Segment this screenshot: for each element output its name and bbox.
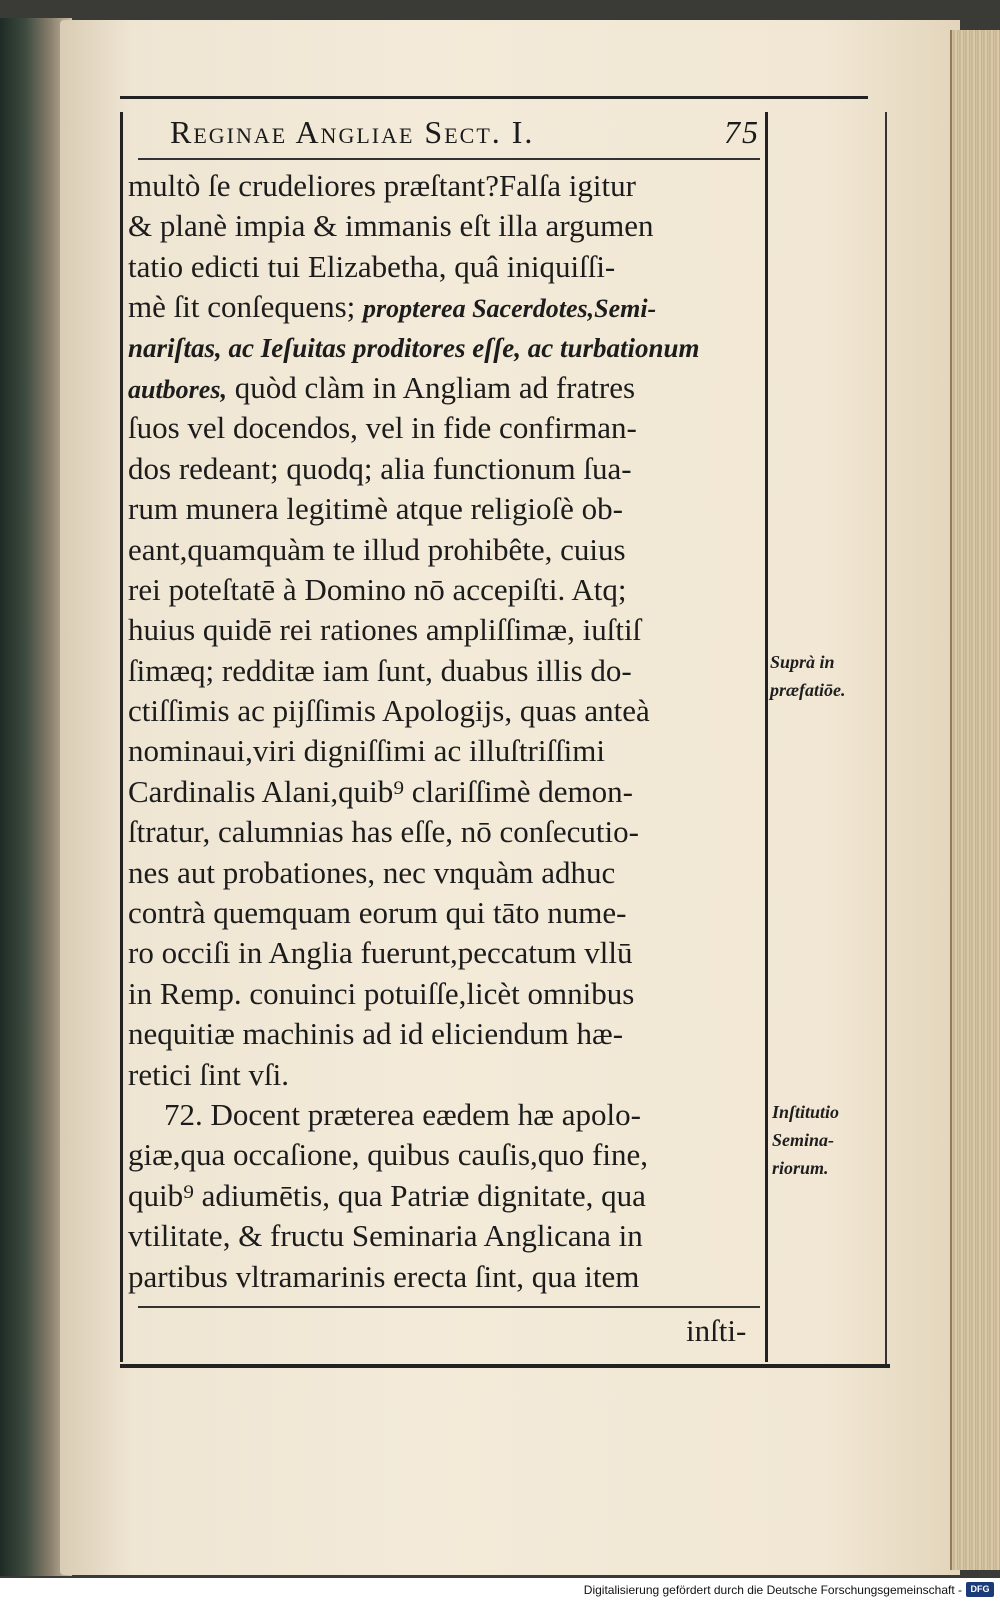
text-line: 72. Docent præterea eædem hæ apolo- — [164, 1096, 641, 1132]
dfg-logo-icon: DFG — [966, 1582, 994, 1597]
text-line: ſuos vel docendos, vel in fide confirman- — [128, 410, 637, 446]
frame-rule-outer-right — [885, 112, 887, 1367]
text-line: in Remp. conuinci potuiſſe,licèt omnibus — [128, 975, 635, 1011]
text-line: contrà quemquam eorum qui tāto nume- — [128, 895, 627, 931]
text-segment: quòd clàm in Angliam ad fratres — [234, 369, 636, 405]
italic-segment: autbores, — [128, 374, 227, 404]
text-line: nominaui,viri digniſſimi ac illuſtriſſimi — [128, 733, 606, 769]
page-fore-edge — [950, 30, 1000, 1570]
margin-note-line: Semina- — [772, 1130, 835, 1150]
catchword: inſti- — [686, 1313, 747, 1348]
text-line: rei poteſtatē à Domino nō accepiſti. Atq; — [128, 571, 627, 607]
text-line: partibus vltramarinis erecta ſint, qua item — [128, 1258, 640, 1294]
text-line: & planè impia & immanis eſt illa argumen — [128, 208, 654, 244]
text-line: huius quidē rei rationes ampliſſimæ, iuſtiſ — [128, 612, 642, 648]
margin-note-line: Suprà in — [770, 652, 835, 672]
funding-credit: Digitalisierung gefördert durch die Deutsche Forschungsgemeinschaft - — [583, 1583, 962, 1597]
header-rule — [138, 158, 760, 160]
italic-segment: propterea Sacerdotes,Semi- — [363, 294, 657, 324]
text-line — [128, 287, 762, 327]
frame-rule-right — [765, 112, 768, 1362]
text-line: nequitiæ machinis ad id eliciendum hæ- — [128, 1016, 624, 1052]
margin-note-line: riorum. — [772, 1158, 829, 1178]
margin-note-supra — [770, 648, 846, 704]
text-line: giæ,qua occaſione, quibus cauſis,quo fine, — [128, 1137, 648, 1173]
page-number: 75 — [724, 114, 760, 150]
text-line: quib⁹ adiumētis, qua Patriæ dignitate, qua — [128, 1177, 646, 1213]
text-line: multò ſe crudeliores præſtant?Falſa igitur — [128, 168, 636, 203]
text-line: ro occiſi in Anglia fuerunt,peccatum vllū — [128, 935, 633, 971]
margin-note-line: Inſtitutio — [772, 1102, 840, 1122]
running-head-title: Reginae Angliae Sect. I. — [170, 114, 535, 150]
frame-rule-left — [120, 112, 123, 1362]
text-line: vtilitate, & fructu Seminaria Anglicana in — [128, 1218, 643, 1254]
frame-rule-bottom — [120, 1364, 890, 1368]
text-segment: mè ſit conſequens; — [128, 289, 356, 325]
running-head — [170, 110, 760, 158]
text-line: tatio edicti tui Elizabetha, quâ iniquiſſi- — [128, 248, 616, 284]
text-line: ſtratur, calumnias has eſſe, nō conſecutio- — [128, 814, 639, 850]
frame-rule-top — [120, 96, 868, 99]
footer-rule — [138, 1306, 760, 1308]
text-line: ſimæq; redditæ iam ſunt, duabus illis do- — [128, 652, 632, 688]
text-line: retici ſint vſi. — [128, 1056, 289, 1092]
text-line: Cardinalis Alani,quib⁹ clariſſimè demon- — [128, 773, 633, 809]
digitization-footer — [0, 1578, 1000, 1603]
text-line: dos redeant; quodq; alia functionum ſua- — [128, 450, 632, 486]
text-line — [128, 368, 762, 408]
text-line: eant,quamquàm te illud prohibête, cuius — [128, 531, 626, 567]
text-line: ctiſſimis ac pijſſimis Apologijs, quas anteà — [128, 693, 650, 729]
margin-note-institutio — [772, 1098, 839, 1182]
text-line: rum munera legitimè atque religioſè ob- — [128, 491, 623, 527]
text-line: nes aut probationes, nec vnquàm adhuc — [128, 854, 616, 890]
text-line-italic: nariſtas, ac Ieſuitas proditores eſſe, ac turbationum — [128, 332, 700, 363]
body-text — [128, 166, 762, 1297]
margin-note-line: præfatiōe. — [770, 680, 846, 700]
